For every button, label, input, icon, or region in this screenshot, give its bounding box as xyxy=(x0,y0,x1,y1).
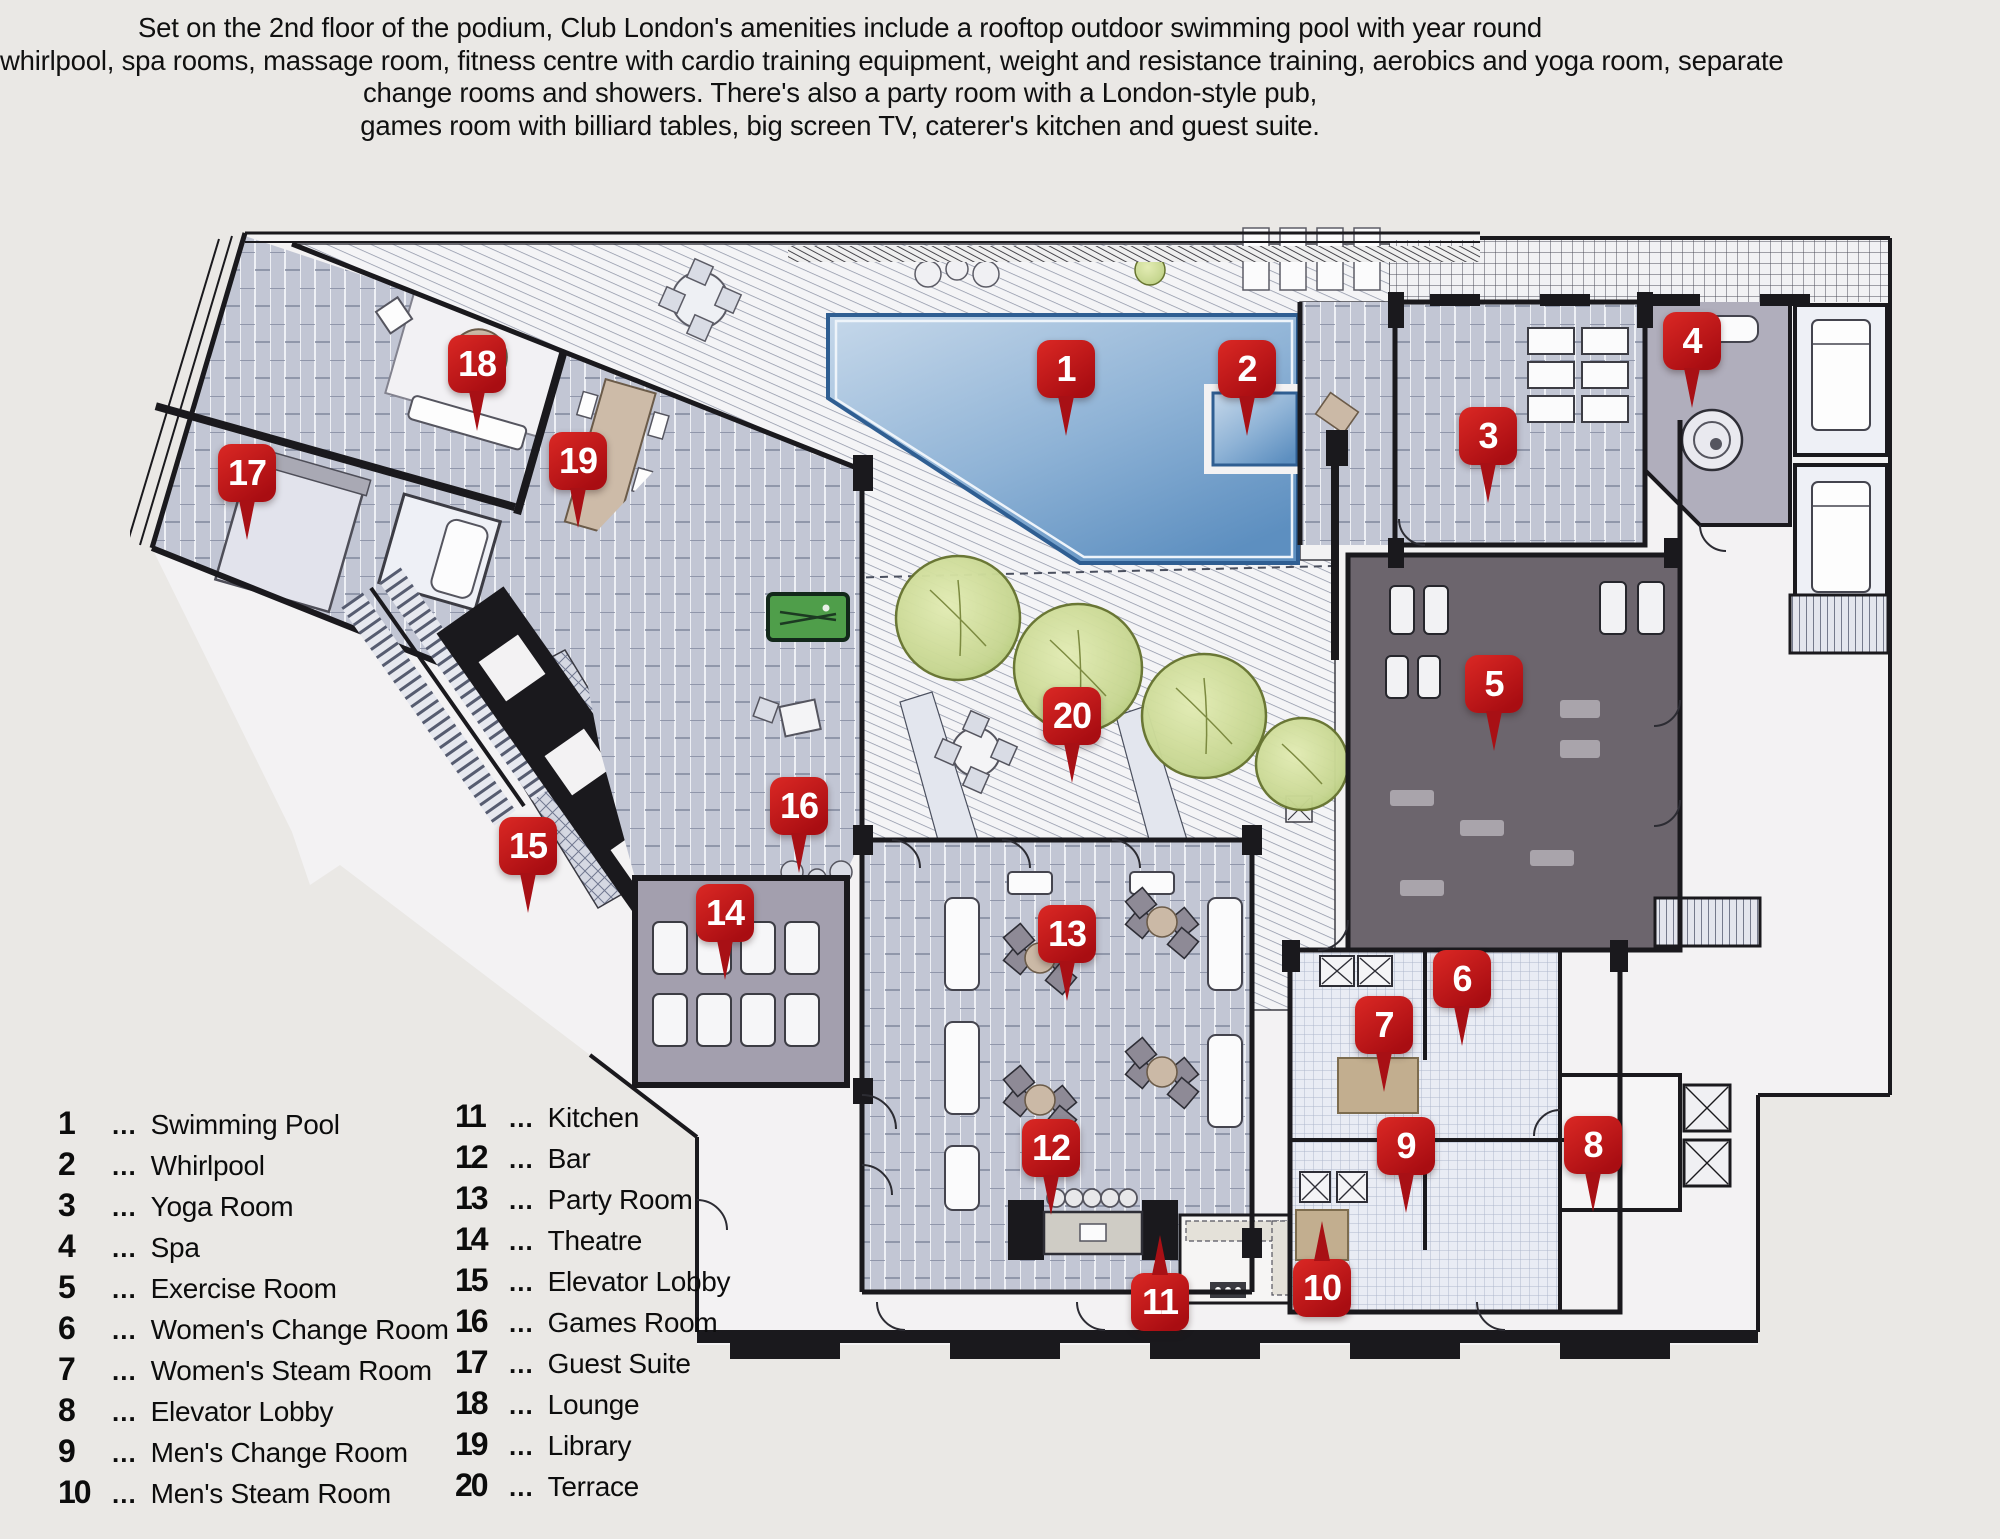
legend-item-number: 17 xyxy=(455,1344,487,1380)
marker-16-games-room: 16 xyxy=(770,777,828,835)
legend-item-label: Elevator Lobby xyxy=(150,1396,334,1427)
legend-item-10 xyxy=(58,1474,449,1515)
legend-item-1 xyxy=(58,1105,449,1146)
legend-item-label: Exercise Room xyxy=(150,1273,337,1304)
legend-separator: ... xyxy=(509,1349,534,1379)
legend-separator: ... xyxy=(509,1226,534,1256)
legend-item-9 xyxy=(58,1433,449,1474)
legend-item-5 xyxy=(58,1269,449,1310)
legend-item-number: 15 xyxy=(455,1262,487,1298)
marker-3-yoga-room: 3 xyxy=(1459,407,1517,465)
marker-20-terrace: 20 xyxy=(1043,687,1101,745)
legend-separator: ... xyxy=(509,1390,534,1420)
marker-9-men-s-change-room: 9 xyxy=(1377,1117,1435,1175)
legend-item-number: 14 xyxy=(455,1221,487,1257)
legend-item-number: 13 xyxy=(455,1180,487,1216)
intro-line-2: whirlpool, spa rooms, massage room, fitness centre with cardio training equipment, weight and resistance training, aerobics and yoga room, separate xyxy=(0,44,1784,76)
legend-item-19 xyxy=(455,1426,730,1467)
legend-item-label: Bar xyxy=(547,1143,591,1174)
marker-13-party-room: 13 xyxy=(1038,905,1096,963)
legend-separator: ... xyxy=(509,1308,534,1338)
legend-item-number: 2 xyxy=(58,1146,74,1182)
legend-item-label: Yoga Room xyxy=(150,1191,294,1222)
legend-item-number: 8 xyxy=(58,1392,74,1428)
legend-item-label: Guest Suite xyxy=(547,1348,691,1379)
intro-line-4: games room with billiard tables, big screen TV, caterer's kitchen and guest suite. xyxy=(360,109,1320,141)
legend-item-label: Men's Change Room xyxy=(150,1437,408,1468)
legend-item-label: Swimming Pool xyxy=(150,1109,340,1140)
legend-item-number: 12 xyxy=(455,1139,487,1175)
legend-item-number: 5 xyxy=(58,1269,74,1305)
legend-item-number: 20 xyxy=(455,1467,487,1503)
legend-item-number: 7 xyxy=(58,1351,74,1387)
marker-7-women-s-steam-room: 7 xyxy=(1355,996,1413,1054)
marker-5-exercise-room: 5 xyxy=(1465,655,1523,713)
legend-separator: ... xyxy=(509,1431,534,1461)
legend-separator: ... xyxy=(112,1438,137,1468)
marker-15-elevator-lobby: 15 xyxy=(499,817,557,875)
legend-item-number: 10 xyxy=(58,1474,90,1510)
legend-item-20 xyxy=(455,1467,730,1508)
legend-item-number: 19 xyxy=(455,1426,487,1462)
legend-item-number: 3 xyxy=(58,1187,74,1223)
legend-separator: ... xyxy=(112,1192,137,1222)
legend-item-6 xyxy=(58,1310,449,1351)
legend-item-7 xyxy=(58,1351,449,1392)
legend-separator: ... xyxy=(112,1397,137,1427)
legend-item-label: Lounge xyxy=(547,1389,640,1420)
legend-item-label: Library xyxy=(547,1430,632,1461)
marker-4-spa: 4 xyxy=(1663,312,1721,370)
legend-separator: ... xyxy=(509,1472,534,1502)
legend-separator: ... xyxy=(112,1315,137,1345)
legend-separator: ... xyxy=(112,1356,137,1386)
legend-item-label: Terrace xyxy=(547,1471,639,1502)
legend-separator: ... xyxy=(509,1185,534,1215)
legend-separator: ... xyxy=(112,1233,137,1263)
legend-item-label: Elevator Lobby xyxy=(547,1266,731,1297)
legend-item-label: Party Room xyxy=(547,1184,693,1215)
legend-column-1 xyxy=(58,1105,449,1515)
legend-separator: ... xyxy=(112,1110,137,1140)
marker-10-men-s-steam-room: 10 xyxy=(1293,1259,1351,1317)
legend-item-number: 16 xyxy=(455,1303,487,1339)
legend-item-14 xyxy=(455,1221,730,1262)
legend-item-label: Kitchen xyxy=(547,1102,639,1133)
marker-8-elevator-lobby: 8 xyxy=(1564,1116,1622,1174)
legend-item-number: 18 xyxy=(455,1385,487,1421)
marker-2-whirlpool: 2 xyxy=(1218,340,1276,398)
legend-item-label: Spa xyxy=(150,1232,200,1263)
marker-6-women-s-change-room: 6 xyxy=(1433,950,1491,1008)
legend-item-8 xyxy=(58,1392,449,1433)
legend-item-11 xyxy=(455,1098,730,1139)
marker-17-guest-suite: 17 xyxy=(218,444,276,502)
legend-separator: ... xyxy=(112,1151,137,1181)
legend-separator: ... xyxy=(509,1267,534,1297)
legend-item-label: Women's Change Room xyxy=(150,1314,449,1345)
legend-item-16 xyxy=(455,1303,730,1344)
legend-item-3 xyxy=(58,1187,449,1228)
legend-column-2 xyxy=(455,1098,730,1508)
legend-item-15 xyxy=(455,1262,730,1303)
marker-11-kitchen: 11 xyxy=(1131,1273,1189,1331)
legend-item-label: Theatre xyxy=(547,1225,643,1256)
marker-14-theatre: 14 xyxy=(696,884,754,942)
legend-item-label: Games Room xyxy=(547,1307,718,1338)
legend-item-18 xyxy=(455,1385,730,1426)
legend-item-label: Whirlpool xyxy=(150,1150,265,1181)
marker-19-library: 19 xyxy=(549,432,607,490)
legend-item-17 xyxy=(455,1344,730,1385)
intro-line-1: Set on the 2nd floor of the podium, Club London's amenities include a rooftop outdoor swimming pool with year round xyxy=(138,12,1542,43)
legend-item-number: 4 xyxy=(58,1228,74,1264)
legend-item-label: Men's Steam Room xyxy=(150,1478,391,1509)
marker-12-bar: 12 xyxy=(1022,1119,1080,1177)
marker-1-swimming-pool: 1 xyxy=(1037,340,1095,398)
legend-item-2 xyxy=(58,1146,449,1187)
legend-item-label: Women's Steam Room xyxy=(150,1355,432,1386)
legend-separator: ... xyxy=(509,1144,534,1174)
legend-item-12 xyxy=(455,1139,730,1180)
legend-item-number: 1 xyxy=(58,1105,74,1141)
legend-item-4 xyxy=(58,1228,449,1269)
legend-separator: ... xyxy=(112,1274,137,1304)
legend-item-13 xyxy=(455,1180,730,1221)
legend-item-number: 11 xyxy=(455,1098,485,1134)
legend-separator: ... xyxy=(112,1479,137,1509)
legend-item-number: 9 xyxy=(58,1433,74,1469)
intro-line-3: change rooms and showers. There's also a party room with a London-style pub, xyxy=(362,77,1318,108)
marker-18-lounge: 18 xyxy=(448,335,506,393)
legend-item-number: 6 xyxy=(58,1310,74,1346)
legend-separator: ... xyxy=(509,1103,534,1133)
